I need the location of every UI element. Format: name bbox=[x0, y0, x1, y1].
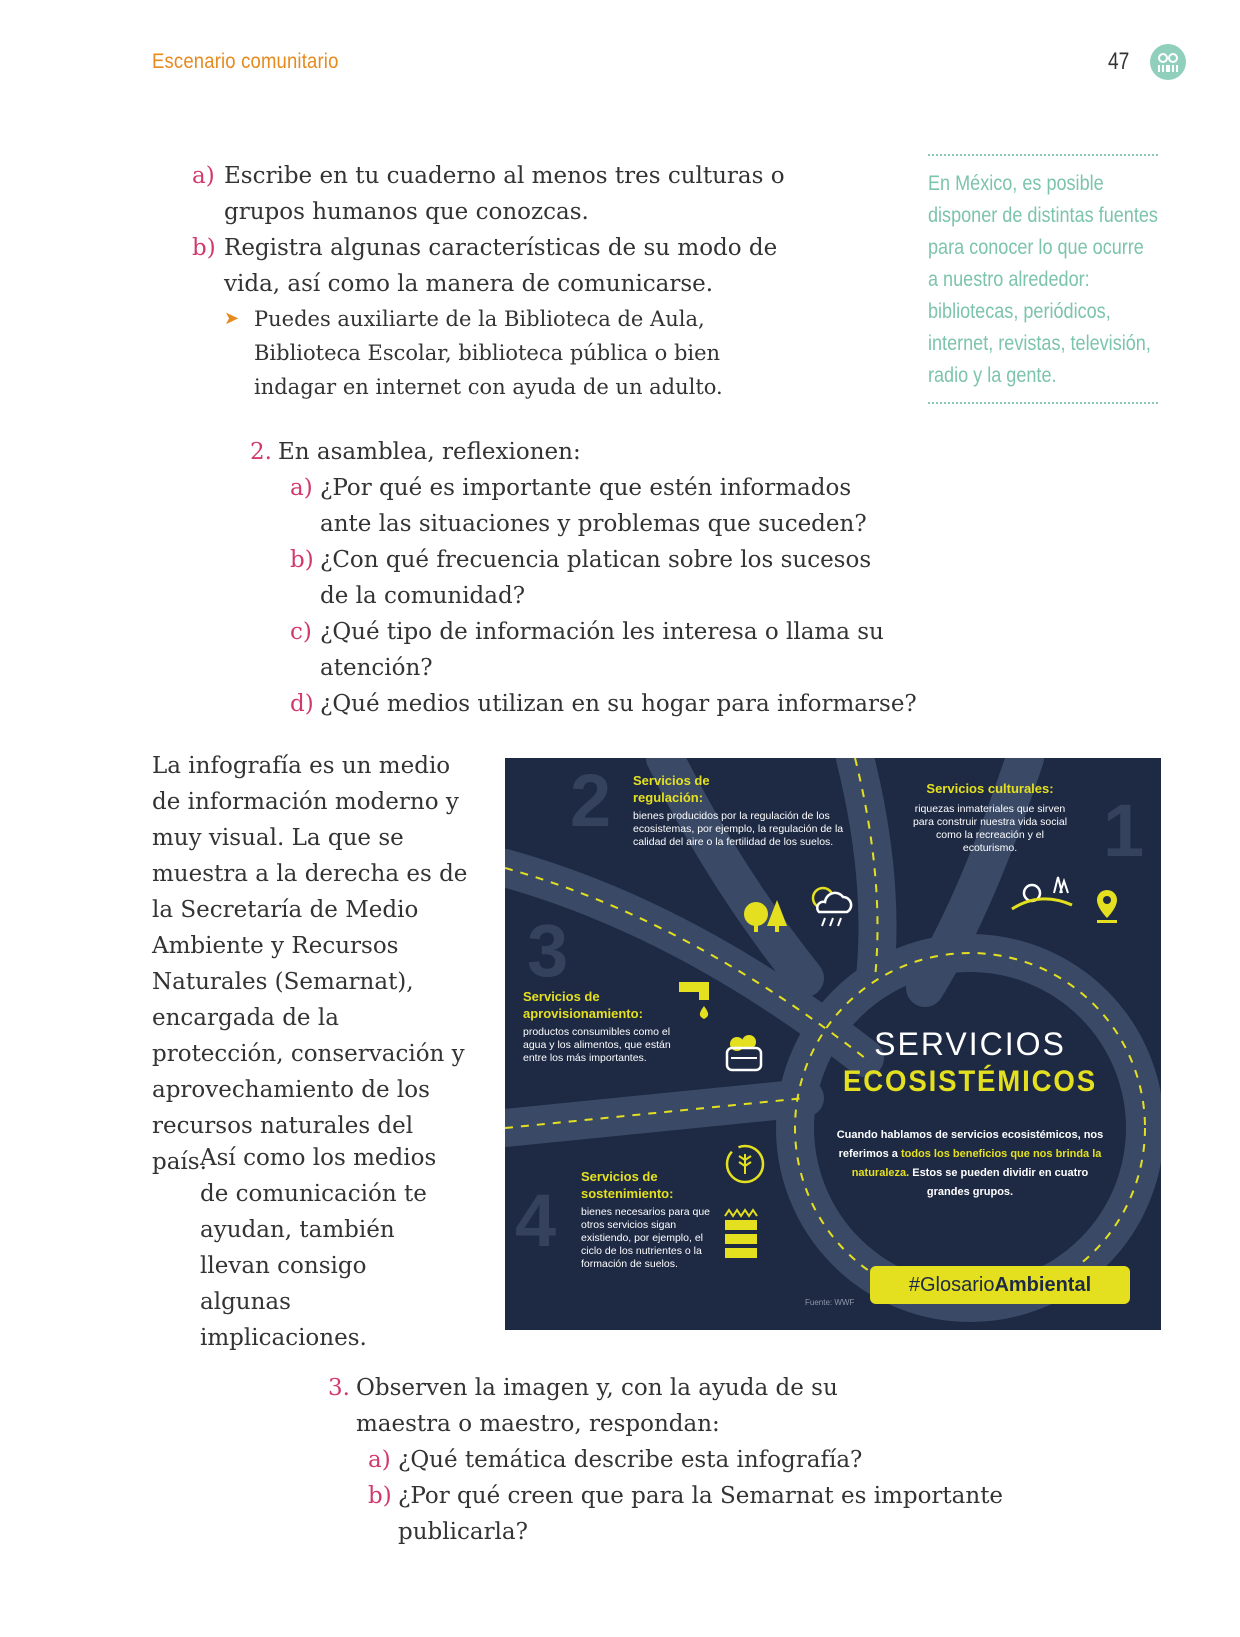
item-text: Registra algunas características de su modo de vida, así como la manera de comunicarse. bbox=[224, 235, 778, 297]
section1-item-a bbox=[192, 158, 832, 230]
sidebar-note bbox=[928, 154, 1158, 404]
item-text: ¿Qué medios utilizan en su hogar para informarse? bbox=[320, 691, 917, 717]
number-3: 3 bbox=[527, 909, 569, 992]
section3-item-a bbox=[368, 1442, 1108, 1478]
section2-item-a bbox=[290, 470, 970, 542]
item-text: ¿Con qué frecuencia platican sobre los sucesos de la comunidad? bbox=[320, 547, 872, 609]
wheat-seed-icon bbox=[723, 1142, 767, 1190]
source-label: Fuente: WWF bbox=[805, 1298, 855, 1307]
item-label: a) bbox=[192, 163, 215, 189]
main-title-line2: ECOSISTÉMICOS bbox=[843, 1065, 1097, 1098]
main-description bbox=[835, 1126, 1105, 1202]
soil-layers-icon bbox=[721, 1208, 761, 1264]
food-basket-icon bbox=[721, 1028, 767, 1078]
item-label: d) bbox=[290, 691, 314, 717]
infographic-servicios-ecosistemicos bbox=[505, 758, 1161, 1330]
sostenimiento-text: bienes necesarios para que otros servicios sigan existiendo, por ejemplo, el ciclo de los nutrientes o la formación de suelos. bbox=[581, 1206, 711, 1270]
regulacion-text: bienes producidos por la regulación de los ecosistemas, por ejemplo, la regulación de la calidad del aire o la fertilidad de los suelos. bbox=[633, 810, 844, 848]
section1 bbox=[192, 158, 832, 404]
landscape-icon bbox=[1010, 873, 1074, 921]
section1-item-b bbox=[192, 230, 832, 302]
number-2: 2 bbox=[570, 759, 612, 842]
section3-title: Observen la imagen y, con la ayuda de su maestra o maestro, respondan: bbox=[356, 1375, 838, 1437]
header-title: Escenario comunitario bbox=[152, 50, 339, 73]
section3-item-b bbox=[368, 1478, 1108, 1550]
sostenimiento-title: Servicios de sostenimiento: bbox=[581, 1169, 674, 1201]
regulacion-block bbox=[633, 772, 853, 849]
location-pin-icon bbox=[1089, 886, 1125, 930]
item-text: ¿Qué tipo de información les interesa o llama su atención? bbox=[320, 619, 884, 681]
item-text: ¿Por qué es importante que estén informados ante las situaciones y problemas que suceden? bbox=[320, 475, 867, 537]
item-text: ¿Qué temática describe esta infografía? bbox=[398, 1447, 863, 1473]
section3-number: 3. bbox=[328, 1375, 350, 1401]
trees-icon bbox=[741, 898, 791, 936]
item-label: a) bbox=[368, 1447, 391, 1473]
hashtag-banner bbox=[870, 1266, 1130, 1304]
item-label: b) bbox=[368, 1483, 392, 1509]
sidebar-top-divider bbox=[928, 154, 1158, 156]
description-highlight: todos los beneficios que nos brinda la naturaleza. bbox=[851, 1148, 1102, 1179]
infographic-intro-paragraph: La infografía es un medio de información moderno y muy visual. La que se muestra a la derecha es de la Secretaría de Medio Ambiente y Recursos Naturales (Semarnat), encargada de la protección, conservación y aprovechamiento de los recursos naturales del país. bbox=[152, 753, 468, 1175]
hashtag-part1: #Glosario bbox=[908, 1274, 995, 1296]
culturales-title: Servicios culturales: bbox=[926, 781, 1054, 796]
page-number: 47 bbox=[1108, 48, 1130, 75]
aprovisionamiento-title: Servicios de aprovisionamiento: bbox=[523, 989, 643, 1021]
sostenimiento-block bbox=[581, 1168, 721, 1271]
water-faucet-icon bbox=[675, 976, 721, 1030]
section2-item-d bbox=[290, 686, 970, 722]
section2 bbox=[250, 434, 970, 722]
bullet-text: Puedes auxiliarte de la Biblioteca de Aula, Biblioteca Escolar, biblioteca pública o bien indagar en internet con ayuda de un adulto. bbox=[254, 307, 723, 399]
main-title bbox=[810, 1026, 1130, 1102]
item-text: Escribe en tu cuaderno al menos tres culturas o grupos humanos que conozcas. bbox=[224, 163, 785, 225]
implications-paragraph: Así como los medios de comunicación te ayudan, también llevan consigo algunas implicaciones. bbox=[200, 1145, 437, 1351]
regulacion-title: Servicios de regulación: bbox=[633, 773, 710, 805]
culturales-text: riquezas inmateriales que sirven para construir nuestra vida social como la recreación y el ecoturismo. bbox=[912, 803, 1068, 854]
number-4: 4 bbox=[515, 1179, 557, 1262]
aprovisionamiento-block bbox=[523, 988, 683, 1065]
section2-heading bbox=[250, 434, 970, 470]
item-label: b) bbox=[192, 235, 216, 261]
section3 bbox=[328, 1370, 1108, 1550]
sidebar-bottom-divider bbox=[928, 402, 1158, 404]
description-part2: Estos se pueden dividir en cuatro grandes grupos. bbox=[909, 1167, 1089, 1198]
sidebar-text: En México, es posible disponer de distintas fuentes para conocer lo que ocurre a nuestro alrededor: bibliotecas, periódicos, internet, revistas, televisión, radio y la gente. bbox=[928, 172, 1158, 387]
section3-heading bbox=[328, 1370, 1108, 1442]
main-title-line1: SERVICIOS bbox=[874, 1026, 1066, 1062]
item-text: ¿Por qué creen que para la Semarnat es importante publicarla? bbox=[398, 1483, 1004, 1545]
item-label: c) bbox=[290, 619, 312, 645]
item-label: b) bbox=[290, 547, 314, 573]
sun-cloud-rain-icon bbox=[803, 880, 857, 938]
section2-item-b bbox=[290, 542, 970, 614]
arrow-bullet-icon: ➤ bbox=[224, 308, 240, 329]
section2-title: En asamblea, reflexionen: bbox=[278, 439, 581, 465]
chapter-icon bbox=[1150, 44, 1186, 80]
description-part1: Cuando hablamos de servicios ecosistémicos, nos referimos a bbox=[836, 1129, 1104, 1160]
section1-bullet bbox=[224, 302, 832, 404]
section2-item-c bbox=[290, 614, 970, 686]
culturales-block bbox=[910, 780, 1070, 855]
section2-number: 2. bbox=[250, 439, 272, 465]
hashtag-part2: Ambiental bbox=[994, 1274, 1092, 1296]
aprovisionamiento-text: productos consumibles como el agua y los alimentos, que están entre los más importantes. bbox=[523, 1026, 671, 1064]
item-label: a) bbox=[290, 475, 313, 501]
number-1: 1 bbox=[1103, 789, 1145, 872]
